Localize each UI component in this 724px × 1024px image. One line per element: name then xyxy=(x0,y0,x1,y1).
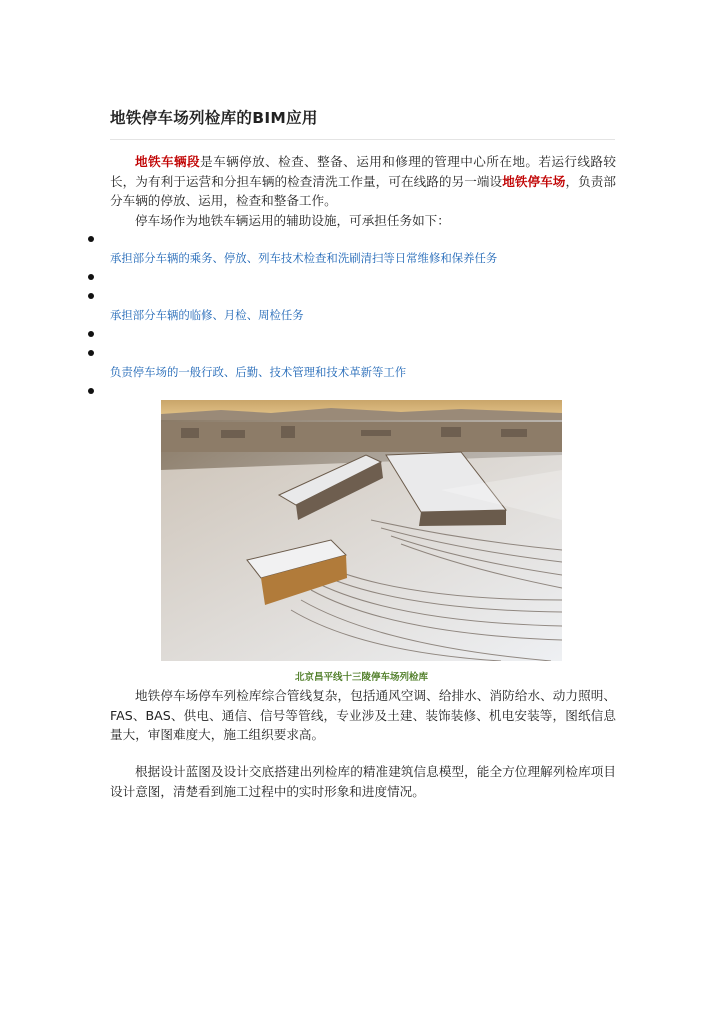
intro-text-1: 是车辆停放、检查、整备、运用和修理的管理中心所在地。若运行线路较长，为有利于运营和分担车辆的检查清洗工作量，可在线路的另一端设 xyxy=(110,154,617,189)
bullet-marker xyxy=(88,331,94,337)
title-divider xyxy=(110,139,615,140)
page-title: 地铁停车场列检库的BIM应用 xyxy=(110,109,318,127)
bullet-marker xyxy=(88,350,94,356)
depot-aerial-photo xyxy=(161,400,562,661)
term-depot: 地铁车辆段 xyxy=(135,154,201,169)
task-item-2[interactable]: 承担部分车辆的临修、月检、周检任务 xyxy=(110,308,304,322)
task-item-1[interactable]: 承担部分车辆的乘务、停放、列车技术检查和洗刷清扫等日常维修和保养任务 xyxy=(110,251,498,265)
bullet-marker xyxy=(88,388,94,394)
bullet-marker xyxy=(88,236,94,242)
intro-text-2: ，负责部分车辆的停放、运用，检查和整备工作。 xyxy=(110,173,617,208)
tasks-lead: 停车场作为地铁车辆运用的辅助设施，可承担任务如下： xyxy=(135,213,450,228)
task-item-3[interactable]: 负责停车场的一般行政、后勤、技术管理和技术革新等工作 xyxy=(110,365,407,379)
bullet-marker xyxy=(88,274,94,280)
photo-caption: 北京昌平线十三陵停车场列检库 xyxy=(294,672,428,683)
bullet-marker xyxy=(88,293,94,299)
bim-model-paragraph: 根据设计蓝图及设计交底搭建出列检库的精准建筑信息模型，能全方位理解列检库项目设计意图，清楚看到施工过程中的实时形象和进度情况。 xyxy=(110,764,616,799)
intro-paragraph xyxy=(110,152,616,211)
term-parking-lot: 地铁停车场 xyxy=(502,173,566,189)
pipeline-paragraph: 地铁停车场停车列检库综合管线复杂，包括通风空调、给排水、消防给水、动力照明、FAS、BAS、供电、通信、信号等管线，专业涉及土建、装饰装修、机电安装等，图纸信息量大，审图难度大，施工组织要求高。 xyxy=(110,688,616,742)
